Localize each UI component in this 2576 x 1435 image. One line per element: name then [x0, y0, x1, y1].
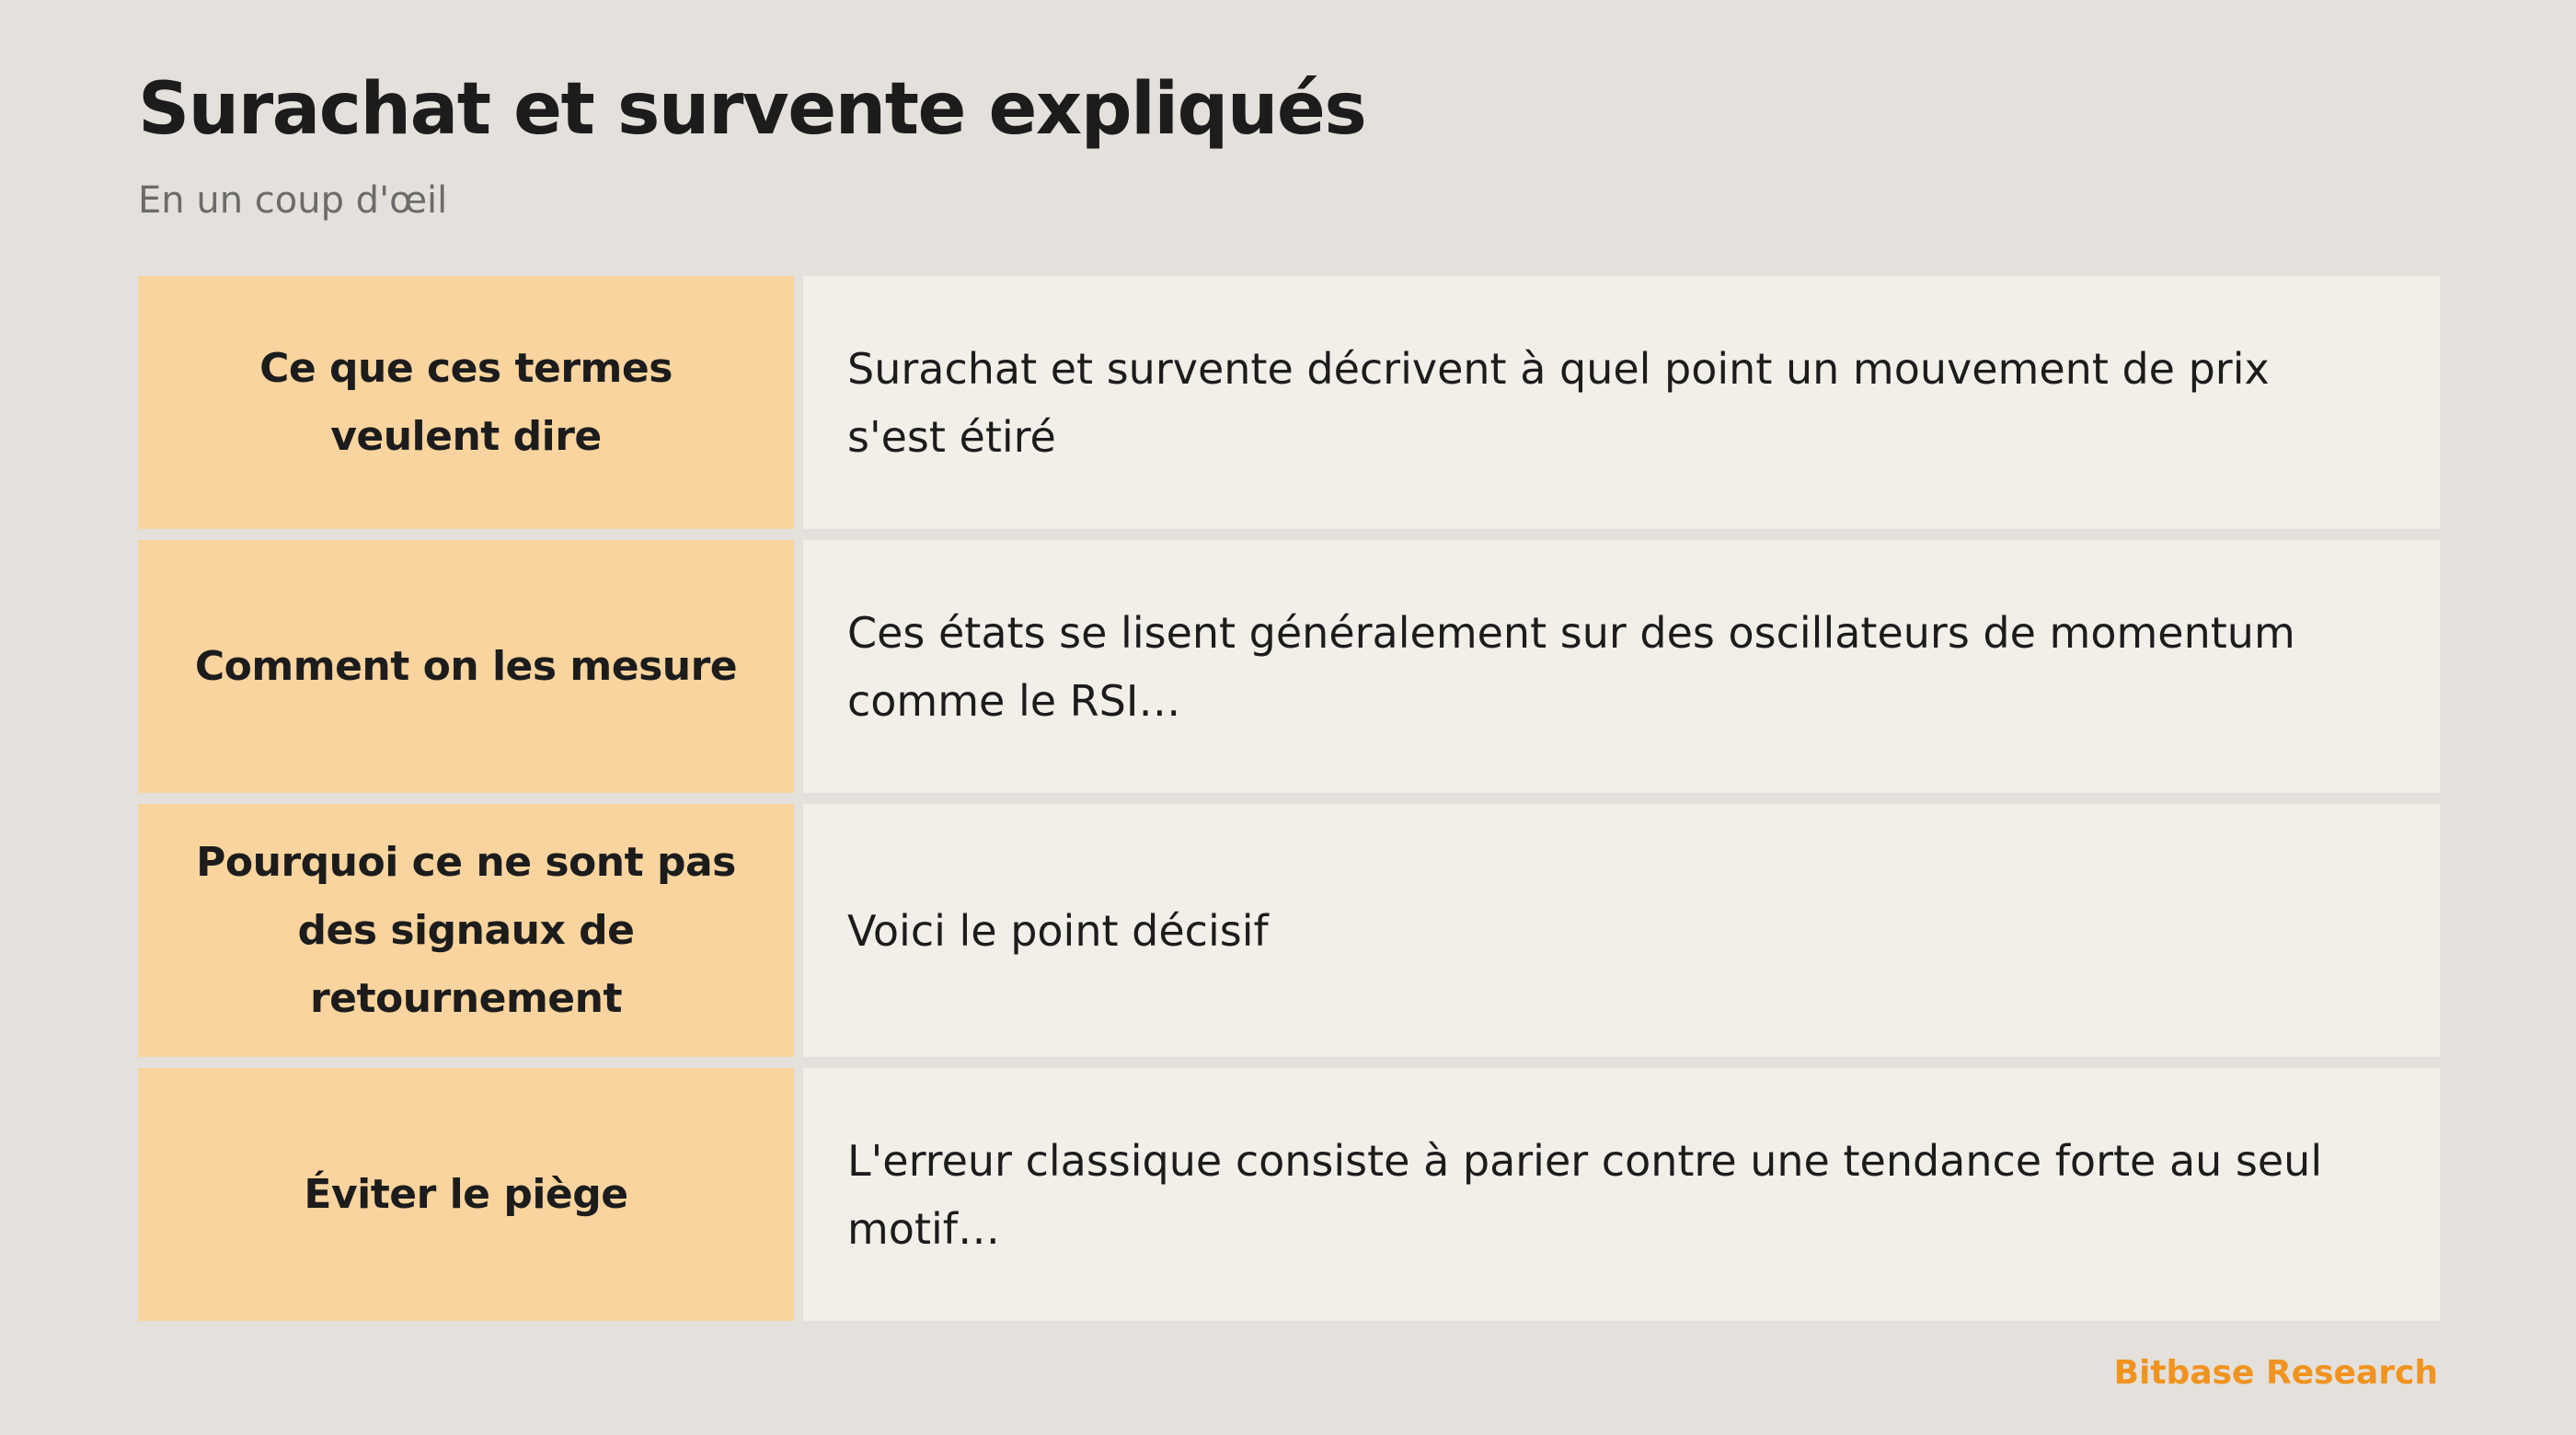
table-row — [138, 1068, 2440, 1321]
row-label: Pourquoi ce ne sont pas des signaux de retournement — [138, 804, 794, 1057]
page-title: Surachat et survente expliqués — [138, 68, 1366, 151]
table-row — [138, 540, 2440, 793]
row-label: Éviter le piège — [138, 1068, 794, 1321]
table-row — [138, 804, 2440, 1057]
row-value: L'erreur classique consiste à parier contre une tendance forte au seul motif… — [803, 1068, 2440, 1321]
row-value: Surachat et survente décrivent à quel point un mouvement de prix s'est étiré — [803, 276, 2440, 529]
row-value: Voici le point décisif — [803, 804, 2440, 1057]
row-value: Ces états se lisent généralement sur des oscillateurs de momentum comme le RSI… — [803, 540, 2440, 793]
row-label: Comment on les mesure — [138, 540, 794, 793]
row-label: Ce que ces termes veulent dire — [138, 276, 794, 529]
table-row — [138, 276, 2440, 529]
page-subtitle: En un coup d'œil — [138, 179, 448, 222]
explainer-table — [138, 276, 2440, 1321]
brand-footer: Bitbase Research — [2113, 1354, 2438, 1392]
